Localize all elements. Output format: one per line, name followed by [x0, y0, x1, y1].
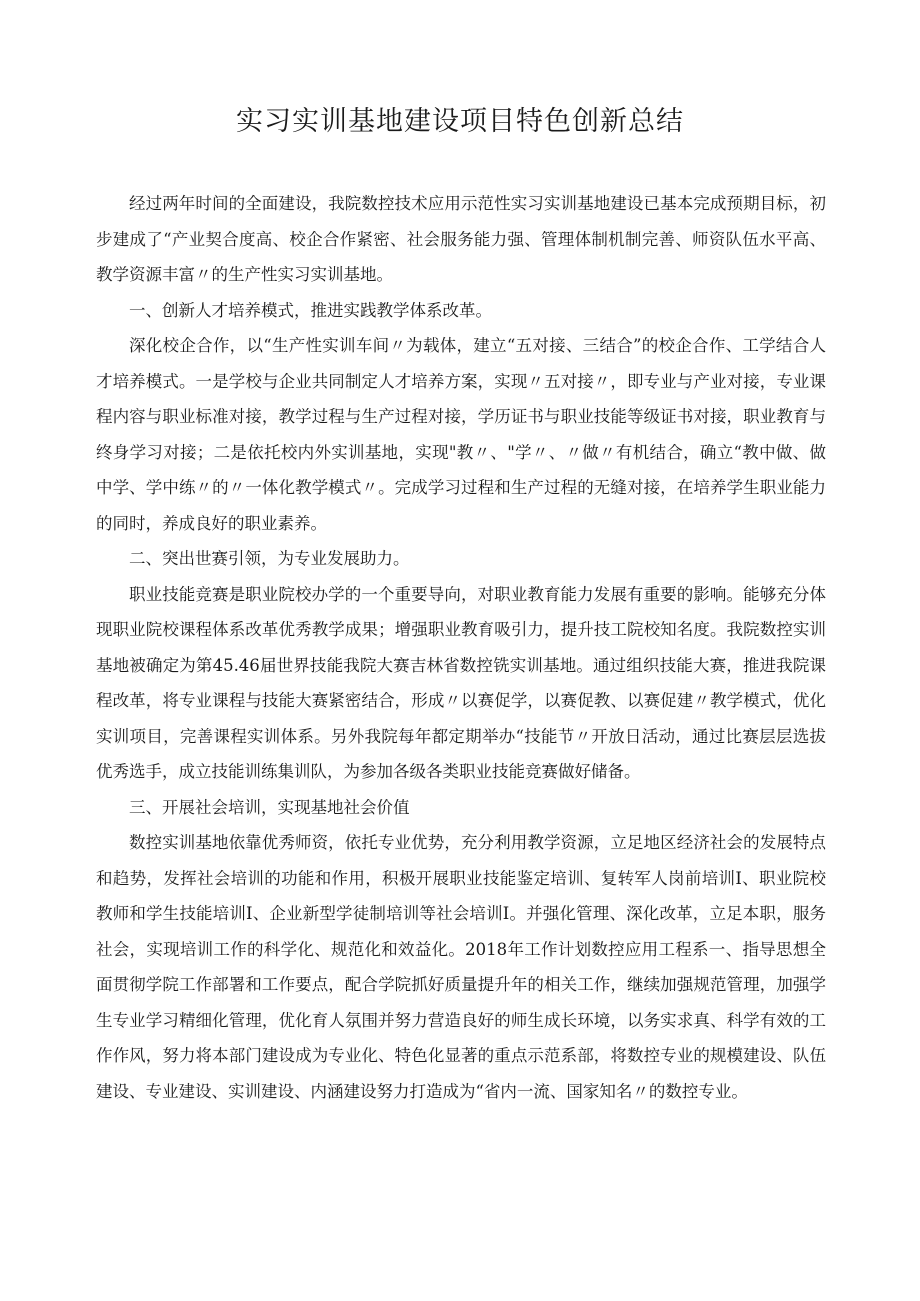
- section-paragraph-3: 数控实训基地依靠优秀师资，依托专业优势，充分利用教学资源，立足地区经济社会的发展特点和趋势，发挥社会培训的功能和作用，积极开展职业技能鉴定培训、复转军人岗前培训I、职业院校教师和学生技能培训I、企业新型学徒制培训等社会培训I。并强化管理、深化改革，立足本职，服务社会，实现培训工作的科学化、规范化和效益化。2018年工作计划数控应用工程系一、指导思想全面贯彻学院工作部署和工作要点，配合学院抓好质量提升年的相关工作，继续加强规范管理，加强学生专业学习精细化管理，优化育人氛围并努力营造良好的师生成长环境，以务实求真、科学有效的工作作风，努力将本部门建设成为专业化、特色化显著的重点示范系部，将数控专业的规模建设、队伍建设、专业建设、实训建设、内涵建设努力打造成为“省内一流、国家知名〃的数控专业。: [96, 833, 826, 1101]
- section-heading-3: 三、开展社会培训，实现基地社会价值: [129, 797, 410, 817]
- document-title: 实习实训基地建设项目特色创新总结: [236, 106, 684, 137]
- section-paragraph-1: 深化校企合作，以“生产性实训车间〃为载体，建立“五对接、三结合”的校企合作、工学结合人才培养模式。一是学校与企业共同制定人才培养方案，实现〃五对接〃，即专业与产业对接，专业课程内容与职业标准对接，教学过程与生产过程对接，学历证书与职业技能等级证书对接，职业教育与终身学习对接；二是依托校内外实训基地，实现"教〃、"学〃、〃做〃有机结合，确立“教中做、做中学、学中练〃的〃一体化教学模式〃。完成学习过程和生产过程的无缝对接，在培养学生职业能力的同时，养成良好的职业素养。: [96, 336, 826, 533]
- document-body: [96, 186, 826, 1109]
- section-heading-1: 一、创新人才培养模式，推进实践教学体系改革。: [129, 300, 492, 320]
- intro-paragraph: 经过两年时间的全面建设，我院数控技术应用示范性实习实训基地建设已基本完成预期目标，初步建成了“产业契合度高、校企合作紧密、社会服务能力强、管理体制机制完善、师资队伍水平高、教学资源丰富〃的生产性实习实训基地。: [96, 194, 826, 284]
- section-heading-2: 二、突出世赛引领，为专业发展助力。: [129, 549, 410, 568]
- section-paragraph-2: 职业技能竞赛是职业院校办学的一个重要导向，对职业教育能力发展有重要的影响。能够充分体现职业院校课程体系改革优秀教学成果；增强职业教育吸引力，提升技工院校知名度。我院数控实训基地被确定为第45.46届世界技能我院大赛吉林省数控铣实训基地。通过组织技能大赛，推进我院课程改革，将专业课程与技能大赛紧密结合，形成〃以赛促学，以赛促教、以赛促建〃教学模式，优化实训项目，完善课程实训体系。另外我院每年都定期举办“技能节〃开放日活动，通过比赛层层选拔优秀选手，成立技能训练集训队，为参加各级各类职业技能竞赛做好储备。: [96, 584, 826, 781]
